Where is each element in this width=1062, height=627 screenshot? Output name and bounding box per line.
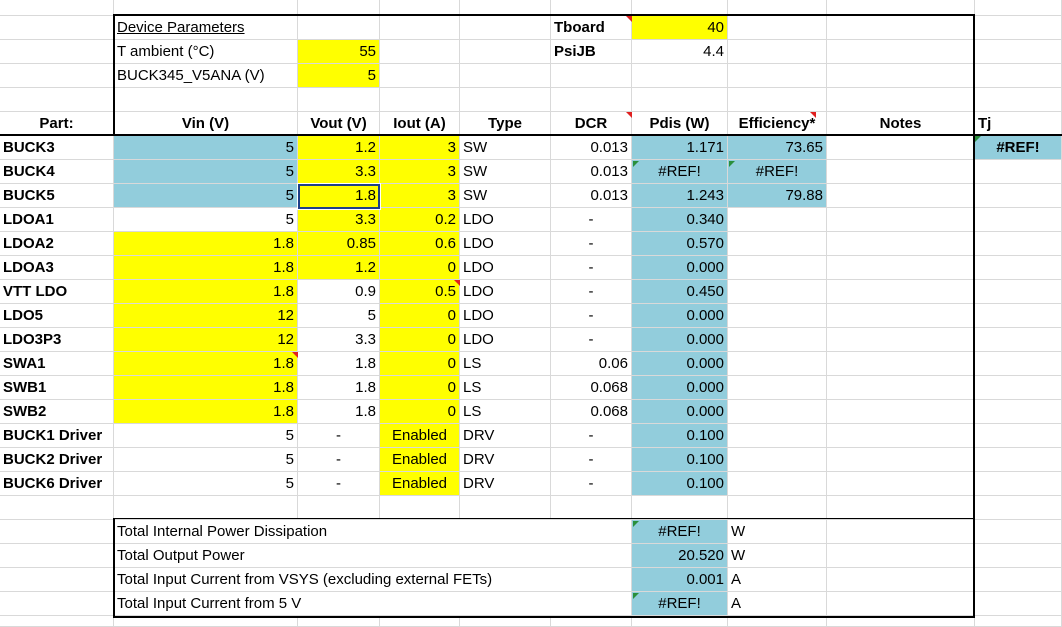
tj-value[interactable] — [975, 448, 1062, 472]
column-header[interactable]: Iout (A) — [380, 112, 460, 136]
part-name[interactable]: LDO3P3 — [0, 328, 114, 352]
type-value[interactable]: LDO — [460, 304, 551, 328]
t-ambient-value[interactable]: 55 — [298, 40, 380, 64]
error-indicator-icon — [729, 161, 735, 167]
empty-cell[interactable] — [298, 16, 380, 40]
efficiency-value[interactable] — [728, 448, 827, 472]
type-value[interactable]: LDO — [460, 208, 551, 232]
vout-value[interactable]: 1.2 — [298, 256, 380, 280]
empty-cell[interactable] — [460, 64, 551, 88]
pdis-value[interactable]: 0.000 — [632, 304, 728, 328]
dcr-value[interactable]: 0.068 — [551, 376, 632, 400]
empty-cell[interactable] — [0, 616, 114, 627]
pdis-value[interactable]: 0.000 — [632, 352, 728, 376]
column-header[interactable]: Notes — [827, 112, 975, 136]
vin-value[interactable]: 1.8 — [114, 352, 298, 376]
empty-cell[interactable] — [0, 544, 114, 568]
total-label[interactable]: Total Output Power — [114, 544, 632, 568]
vout-value[interactable]: 1.8 — [298, 352, 380, 376]
pdis-value[interactable]: 0.100 — [632, 448, 728, 472]
empty-cell[interactable] — [728, 40, 827, 64]
empty-cell[interactable] — [975, 0, 1062, 16]
empty-cell[interactable] — [0, 64, 114, 88]
iout-value[interactable]: 0 — [380, 256, 460, 280]
type-value[interactable]: LDO — [460, 328, 551, 352]
vin-value[interactable]: 5 — [114, 160, 298, 184]
column-header[interactable]: Vin (V) — [114, 112, 298, 136]
empty-cell[interactable] — [827, 544, 975, 568]
pdis-value[interactable]: 0.450 — [632, 280, 728, 304]
type-value[interactable]: LS — [460, 352, 551, 376]
vout-value[interactable]: 0.9 — [298, 280, 380, 304]
dcr-value[interactable]: 0.06 — [551, 352, 632, 376]
empty-cell[interactable] — [380, 64, 460, 88]
pdis-value[interactable]: 1.171 — [632, 136, 728, 160]
vin-value[interactable]: 1.8 — [114, 400, 298, 424]
column-header[interactable]: DCR — [551, 112, 632, 136]
part-name[interactable]: LDOA1 — [0, 208, 114, 232]
column-header[interactable]: Type — [460, 112, 551, 136]
notes-cell[interactable] — [827, 352, 975, 376]
empty-cell[interactable] — [380, 40, 460, 64]
vin-value[interactable]: 5 — [114, 472, 298, 496]
empty-cell[interactable] — [298, 496, 380, 520]
dcr-value[interactable]: - — [551, 472, 632, 496]
empty-cell[interactable] — [632, 496, 728, 520]
notes-cell[interactable] — [827, 232, 975, 256]
vin-value[interactable]: 1.8 — [114, 232, 298, 256]
empty-cell[interactable] — [0, 496, 114, 520]
tj-value[interactable] — [975, 376, 1062, 400]
tj-value[interactable] — [975, 400, 1062, 424]
empty-cell[interactable] — [460, 88, 551, 112]
efficiency-value[interactable] — [728, 304, 827, 328]
dcr-value[interactable]: 0.013 — [551, 136, 632, 160]
iout-value[interactable]: 3 — [380, 184, 460, 208]
vout-value[interactable]: - — [298, 424, 380, 448]
notes-cell[interactable] — [827, 400, 975, 424]
iout-value[interactable]: 0 — [380, 376, 460, 400]
empty-cell[interactable] — [975, 64, 1062, 88]
empty-cell[interactable] — [728, 64, 827, 88]
empty-cell[interactable] — [975, 544, 1062, 568]
total-value[interactable]: #REF! — [632, 520, 728, 544]
total-unit[interactable]: W — [728, 544, 827, 568]
tboard-label[interactable]: Tboard — [551, 16, 632, 40]
pdis-value[interactable]: #REF! — [632, 160, 728, 184]
total-unit[interactable]: W — [728, 520, 827, 544]
device-block-top-border — [114, 14, 975, 16]
empty-cell[interactable] — [460, 16, 551, 40]
active-cell-selection[interactable] — [298, 184, 380, 209]
tj-value[interactable] — [975, 232, 1062, 256]
type-value[interactable]: SW — [460, 136, 551, 160]
pdis-value[interactable]: 0.000 — [632, 328, 728, 352]
empty-cell[interactable] — [975, 496, 1062, 520]
part-name[interactable]: BUCK6 Driver — [0, 472, 114, 496]
efficiency-value[interactable] — [728, 376, 827, 400]
empty-cell[interactable] — [0, 40, 114, 64]
iout-value[interactable]: 0 — [380, 400, 460, 424]
iout-value[interactable]: 3 — [380, 160, 460, 184]
empty-cell[interactable] — [551, 64, 632, 88]
part-name[interactable]: LDOA2 — [0, 232, 114, 256]
pdis-value[interactable]: 1.243 — [632, 184, 728, 208]
total-label[interactable]: Total Input Current from 5 V — [114, 592, 632, 616]
error-indicator-icon — [975, 136, 981, 142]
iout-value[interactable]: Enabled — [380, 448, 460, 472]
empty-cell[interactable] — [298, 88, 380, 112]
type-value[interactable]: LS — [460, 400, 551, 424]
iout-value[interactable]: 0 — [380, 352, 460, 376]
vin-value[interactable]: 1.8 — [114, 280, 298, 304]
tj-value[interactable] — [975, 184, 1062, 208]
column-header[interactable]: Part: — [0, 112, 114, 136]
column-header[interactable]: Efficiency* — [728, 112, 827, 136]
comment-indicator-icon — [810, 112, 816, 118]
vout-value[interactable]: 1.8 — [298, 184, 380, 208]
tj-value[interactable] — [975, 352, 1062, 376]
error-indicator-icon — [633, 593, 639, 599]
dcr-value[interactable]: 0.068 — [551, 400, 632, 424]
vin-value[interactable]: 1.8 — [114, 256, 298, 280]
header-bottom-border — [0, 134, 1062, 136]
empty-cell[interactable] — [632, 64, 728, 88]
empty-cell[interactable] — [827, 40, 975, 64]
type-value[interactable]: DRV — [460, 472, 551, 496]
empty-cell[interactable] — [380, 16, 460, 40]
psijb-label[interactable]: PsiJB — [551, 40, 632, 64]
pdis-value[interactable]: 0.000 — [632, 376, 728, 400]
comment-indicator-icon — [454, 280, 460, 286]
notes-cell[interactable] — [827, 256, 975, 280]
part-name[interactable]: LDO5 — [0, 304, 114, 328]
notes-cell[interactable] — [827, 472, 975, 496]
type-value[interactable]: SW — [460, 184, 551, 208]
buck345-v5ana-label[interactable]: BUCK345_V5ANA (V) — [114, 64, 298, 88]
totals-bottom-border — [113, 616, 975, 618]
comment-indicator-icon — [626, 112, 632, 118]
comment-indicator-icon — [292, 352, 298, 358]
total-label[interactable]: Total Internal Power Dissipation — [114, 520, 632, 544]
type-value[interactable]: LDO — [460, 232, 551, 256]
empty-cell[interactable] — [975, 592, 1062, 616]
notes-cell[interactable] — [827, 136, 975, 160]
comment-indicator-icon — [626, 16, 632, 22]
empty-cell[interactable] — [827, 16, 975, 40]
iout-value[interactable]: 0 — [380, 328, 460, 352]
vin-value[interactable]: 5 — [114, 208, 298, 232]
tj-value[interactable] — [975, 280, 1062, 304]
vin-value[interactable]: 5 — [114, 184, 298, 208]
vin-value[interactable]: 5 — [114, 424, 298, 448]
part-name[interactable]: BUCK4 — [0, 160, 114, 184]
efficiency-value[interactable]: 73.65 — [728, 136, 827, 160]
psijb-value[interactable]: 4.4 — [632, 40, 728, 64]
vout-value[interactable]: 1.2 — [298, 136, 380, 160]
totals-top-border — [113, 518, 975, 519]
efficiency-value[interactable] — [728, 472, 827, 496]
notes-cell[interactable] — [827, 208, 975, 232]
pdis-value[interactable]: 0.340 — [632, 208, 728, 232]
part-name[interactable]: LDOA3 — [0, 256, 114, 280]
iout-value[interactable]: 0.6 — [380, 232, 460, 256]
column-header[interactable]: Vout (V) — [298, 112, 380, 136]
notes-cell[interactable] — [827, 184, 975, 208]
total-unit[interactable]: A — [728, 592, 827, 616]
empty-cell[interactable] — [551, 88, 632, 112]
efficiency-value[interactable] — [728, 328, 827, 352]
empty-cell[interactable] — [380, 496, 460, 520]
empty-cell[interactable] — [460, 40, 551, 64]
empty-cell[interactable] — [827, 88, 975, 112]
iout-value[interactable]: Enabled — [380, 424, 460, 448]
dcr-value[interactable]: 0.013 — [551, 184, 632, 208]
total-value[interactable]: 0.001 — [632, 568, 728, 592]
efficiency-value[interactable] — [728, 400, 827, 424]
notes-cell[interactable] — [827, 376, 975, 400]
empty-cell[interactable] — [975, 616, 1062, 627]
notes-cell[interactable] — [827, 160, 975, 184]
total-unit[interactable]: A — [728, 568, 827, 592]
type-value[interactable]: LDO — [460, 280, 551, 304]
tj-left-border — [973, 14, 975, 618]
t-ambient-label[interactable]: T ambient (°C) — [114, 40, 298, 64]
empty-cell[interactable] — [380, 88, 460, 112]
vin-value[interactable]: 5 — [114, 448, 298, 472]
notes-cell[interactable] — [827, 424, 975, 448]
notes-cell[interactable] — [827, 328, 975, 352]
efficiency-value[interactable] — [728, 232, 827, 256]
column-header[interactable]: Pdis (W) — [632, 112, 728, 136]
vout-value[interactable]: 0.85 — [298, 232, 380, 256]
part-name[interactable]: BUCK2 Driver — [0, 448, 114, 472]
total-label[interactable]: Total Input Current from VSYS (excluding external FETs) — [114, 568, 632, 592]
column-header[interactable]: Tj — [975, 112, 1062, 136]
tj-value[interactable] — [975, 160, 1062, 184]
iout-value[interactable]: 0 — [380, 304, 460, 328]
tj-value[interactable] — [975, 424, 1062, 448]
part-name[interactable]: SWB1 — [0, 376, 114, 400]
part-name[interactable]: BUCK1 Driver — [0, 424, 114, 448]
empty-cell[interactable] — [0, 16, 114, 40]
dcr-value[interactable]: - — [551, 208, 632, 232]
notes-cell[interactable] — [827, 280, 975, 304]
pdis-value[interactable]: 0.000 — [632, 256, 728, 280]
tboard-value[interactable]: 40 — [632, 16, 728, 40]
part-name[interactable]: SWA1 — [0, 352, 114, 376]
vout-value[interactable]: 5 — [298, 304, 380, 328]
error-indicator-icon — [633, 521, 639, 527]
dcr-value[interactable]: - — [551, 424, 632, 448]
efficiency-value[interactable]: #REF! — [728, 160, 827, 184]
efficiency-value[interactable] — [728, 424, 827, 448]
part-name[interactable]: SWB2 — [0, 400, 114, 424]
empty-cell[interactable] — [0, 520, 114, 544]
empty-cell[interactable] — [975, 16, 1062, 40]
tj-value[interactable] — [975, 328, 1062, 352]
part-name[interactable]: VTT LDO — [0, 280, 114, 304]
empty-cell[interactable] — [728, 496, 827, 520]
vin-value[interactable]: 12 — [114, 304, 298, 328]
pdis-value[interactable]: 0.570 — [632, 232, 728, 256]
empty-cell[interactable] — [460, 496, 551, 520]
empty-cell[interactable] — [728, 16, 827, 40]
dcr-value[interactable]: - — [551, 304, 632, 328]
total-value[interactable]: 20.520 — [632, 544, 728, 568]
buck345-v5ana-value[interactable]: 5 — [298, 64, 380, 88]
efficiency-value[interactable]: 79.88 — [728, 184, 827, 208]
efficiency-value[interactable] — [728, 208, 827, 232]
type-value[interactable]: DRV — [460, 448, 551, 472]
totals-left-border — [113, 518, 115, 618]
empty-cell[interactable] — [827, 496, 975, 520]
empty-cell[interactable] — [975, 568, 1062, 592]
vout-value[interactable]: 1.8 — [298, 376, 380, 400]
empty-cell[interactable] — [0, 592, 114, 616]
empty-cell[interactable] — [827, 520, 975, 544]
dcr-value[interactable]: - — [551, 280, 632, 304]
tj-value[interactable] — [975, 256, 1062, 280]
vout-value[interactable]: 1.8 — [298, 400, 380, 424]
empty-cell[interactable] — [827, 64, 975, 88]
iout-value[interactable]: Enabled — [380, 472, 460, 496]
type-value[interactable]: LS — [460, 376, 551, 400]
empty-cell[interactable] — [975, 520, 1062, 544]
tj-value[interactable]: #REF! — [975, 136, 1062, 160]
empty-cell[interactable] — [0, 0, 114, 16]
total-value[interactable]: #REF! — [632, 592, 728, 616]
empty-cell[interactable] — [632, 88, 728, 112]
empty-cell[interactable] — [827, 568, 975, 592]
iout-value[interactable]: 0.2 — [380, 208, 460, 232]
dcr-value[interactable]: - — [551, 328, 632, 352]
empty-cell[interactable] — [114, 496, 298, 520]
type-value[interactable]: SW — [460, 160, 551, 184]
empty-cell[interactable] — [827, 592, 975, 616]
empty-cell[interactable] — [0, 568, 114, 592]
dcr-value[interactable]: - — [551, 256, 632, 280]
empty-cell[interactable] — [114, 88, 298, 112]
vin-value[interactable]: 12 — [114, 328, 298, 352]
dcr-value[interactable]: 0.013 — [551, 160, 632, 184]
type-value[interactable]: LDO — [460, 256, 551, 280]
efficiency-value[interactable] — [728, 256, 827, 280]
notes-cell[interactable] — [827, 304, 975, 328]
pdis-value[interactable]: 0.100 — [632, 424, 728, 448]
dcr-value[interactable]: - — [551, 448, 632, 472]
efficiency-value[interactable] — [728, 352, 827, 376]
pdis-value[interactable]: 0.100 — [632, 472, 728, 496]
part-name[interactable]: BUCK3 — [0, 136, 114, 160]
tj-value[interactable] — [975, 472, 1062, 496]
vout-value[interactable]: - — [298, 448, 380, 472]
notes-cell[interactable] — [827, 448, 975, 472]
empty-cell[interactable] — [975, 88, 1062, 112]
empty-cell[interactable] — [975, 40, 1062, 64]
part-name[interactable]: BUCK5 — [0, 184, 114, 208]
type-value[interactable]: DRV — [460, 424, 551, 448]
iout-value[interactable]: 0.5 — [380, 280, 460, 304]
vout-value[interactable]: 3.3 — [298, 328, 380, 352]
vout-value[interactable]: - — [298, 472, 380, 496]
efficiency-value[interactable] — [728, 280, 827, 304]
iout-value[interactable]: 3 — [380, 136, 460, 160]
empty-cell[interactable] — [551, 496, 632, 520]
device-parameters-title[interactable]: Device Parameters — [114, 16, 298, 40]
tj-value[interactable] — [975, 208, 1062, 232]
dcr-value[interactable]: - — [551, 232, 632, 256]
vout-value[interactable]: 3.3 — [298, 208, 380, 232]
empty-cell[interactable] — [728, 88, 827, 112]
device-block-left-border — [113, 14, 115, 136]
pdis-value[interactable]: 0.000 — [632, 400, 728, 424]
vout-value[interactable]: 3.3 — [298, 160, 380, 184]
empty-cell[interactable] — [0, 88, 114, 112]
tj-value[interactable] — [975, 304, 1062, 328]
vin-value[interactable]: 1.8 — [114, 376, 298, 400]
vin-value[interactable]: 5 — [114, 136, 298, 160]
error-indicator-icon — [633, 161, 639, 167]
